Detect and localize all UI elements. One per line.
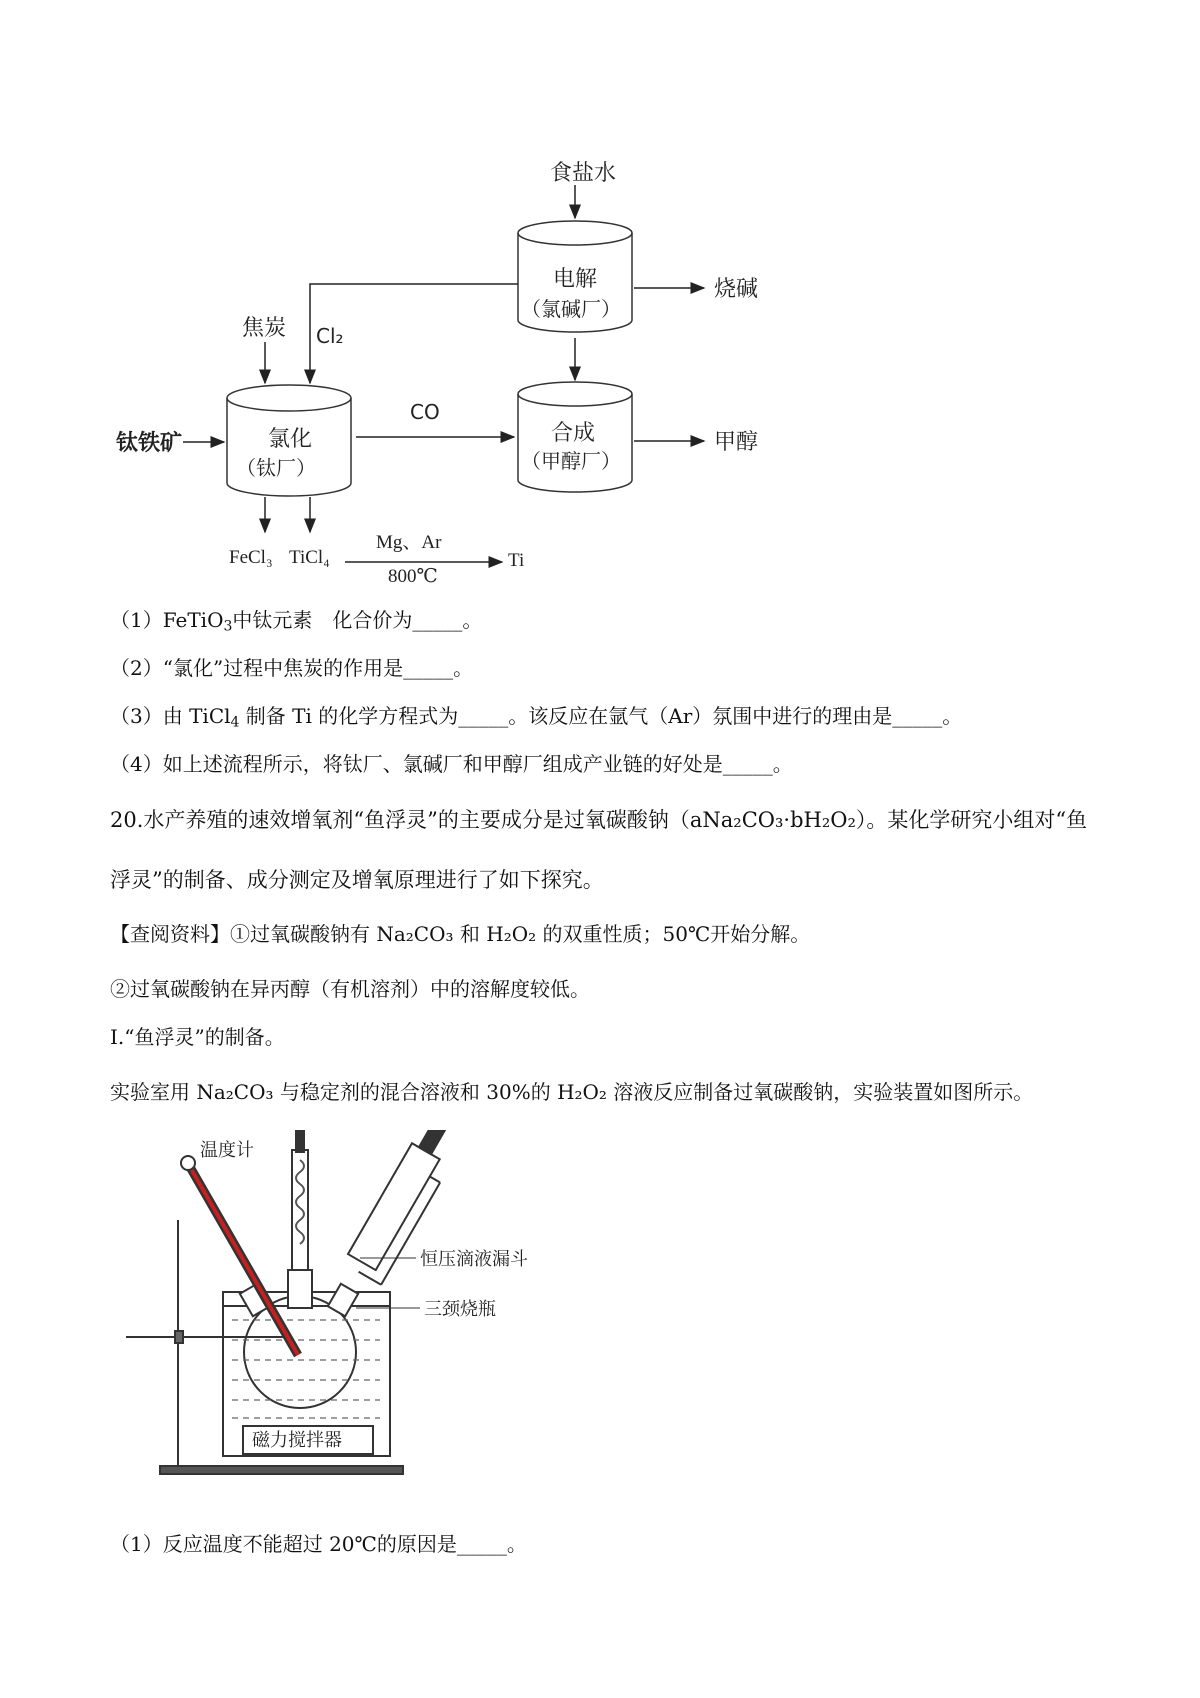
lab-description: 实验室用 Na₂CO₃ 与稳定剂的混合溶液和 30%的 H₂O₂ 溶液反应制备过氧碳酸钠，实验装置如图所示。 [110, 1080, 1034, 1104]
co-label: CO [410, 400, 440, 424]
q19-subquestion-3: （3）由 TiCl$_4$ 制备 Ti 的化学方程式为_____。该反应在氩气（Ar）氛围中进行的理由是_____。 [110, 704, 963, 731]
chlorination-label: 氯化 [268, 427, 313, 452]
ticl4-label: TiCl₄ [289, 547, 330, 568]
temperature-label: 800℃ [388, 566, 438, 587]
ti-label: Ti [508, 550, 525, 571]
q19-subquestion-4: （4）如上述流程所示，将钛厂、氯碱厂和甲醇厂组成产业链的好处是_____。 [110, 752, 793, 776]
synthesis-label: 合成 [551, 421, 596, 446]
mg-ar-label: Mg、Ar [376, 532, 442, 553]
chlor-alkali-label: （氯碱厂） [521, 297, 621, 321]
cl2-label: Cl₂ [316, 324, 344, 348]
magnetic-stirrer-label: 磁力搅拌器 [252, 1430, 342, 1451]
fecl3-label: FeCl₃ [229, 547, 273, 568]
dropping-funnel-label: 恒压滴液漏斗 [420, 1249, 528, 1270]
q19-subquestion-2: （2）“氯化”过程中焦炭的作用是_____。 [110, 656, 474, 680]
brine-label: 食盐水 [550, 161, 617, 186]
lab-apparatus-diagram [0, 1130, 1200, 1530]
process-flowchart [0, 0, 1200, 590]
q20-subquestion-1: （1）反应温度不能超过 20℃的原因是_____。 [110, 1532, 527, 1556]
formula: aNa₂CO₃·bH₂O₂ [689, 808, 856, 832]
q20-intro-line2: 浮灵”的制备、成分测定及增氧原理进行了如下探究。 [110, 868, 604, 892]
ilmenite-label: 钛铁矿 [116, 431, 183, 456]
titanium-plant-label: （钛厂） [236, 456, 316, 480]
caustic-soda-label: 烧碱 [714, 277, 759, 302]
three-neck-flask-label: 三颈烧瓶 [424, 1299, 496, 1320]
section-1-heading: Ⅰ.“鱼浮灵”的制备。 [110, 1025, 285, 1049]
q19-subquestion-1: （1）FeTiO$_3$中钛元素 化合价为_____。 [110, 608, 483, 635]
thermometer-label: 温度计 [200, 1140, 254, 1161]
q20-intro: 20.水产养殖的速效增氧剂“鱼浮灵”的主要成分是过氧碳酸钠（aNa₂CO₃·bH₂O₂）。某化学研究小组对“鱼 [110, 808, 1088, 832]
coke-label: 焦炭 [242, 316, 287, 341]
electrolysis-label: 电解 [553, 267, 598, 292]
reference-1: 【查阅资料】①过氧碳酸钠有 Na₂CO₃ 和 H₂O₂ 的双重性质；50℃开始分解。 [110, 922, 811, 946]
methanol-plant-label: （甲醇厂） [521, 449, 621, 473]
methanol-label: 甲醇 [714, 430, 759, 455]
reference-2: ②过氧碳酸钠在异丙醇（有机溶剂）中的溶解度较低。 [110, 977, 590, 1001]
